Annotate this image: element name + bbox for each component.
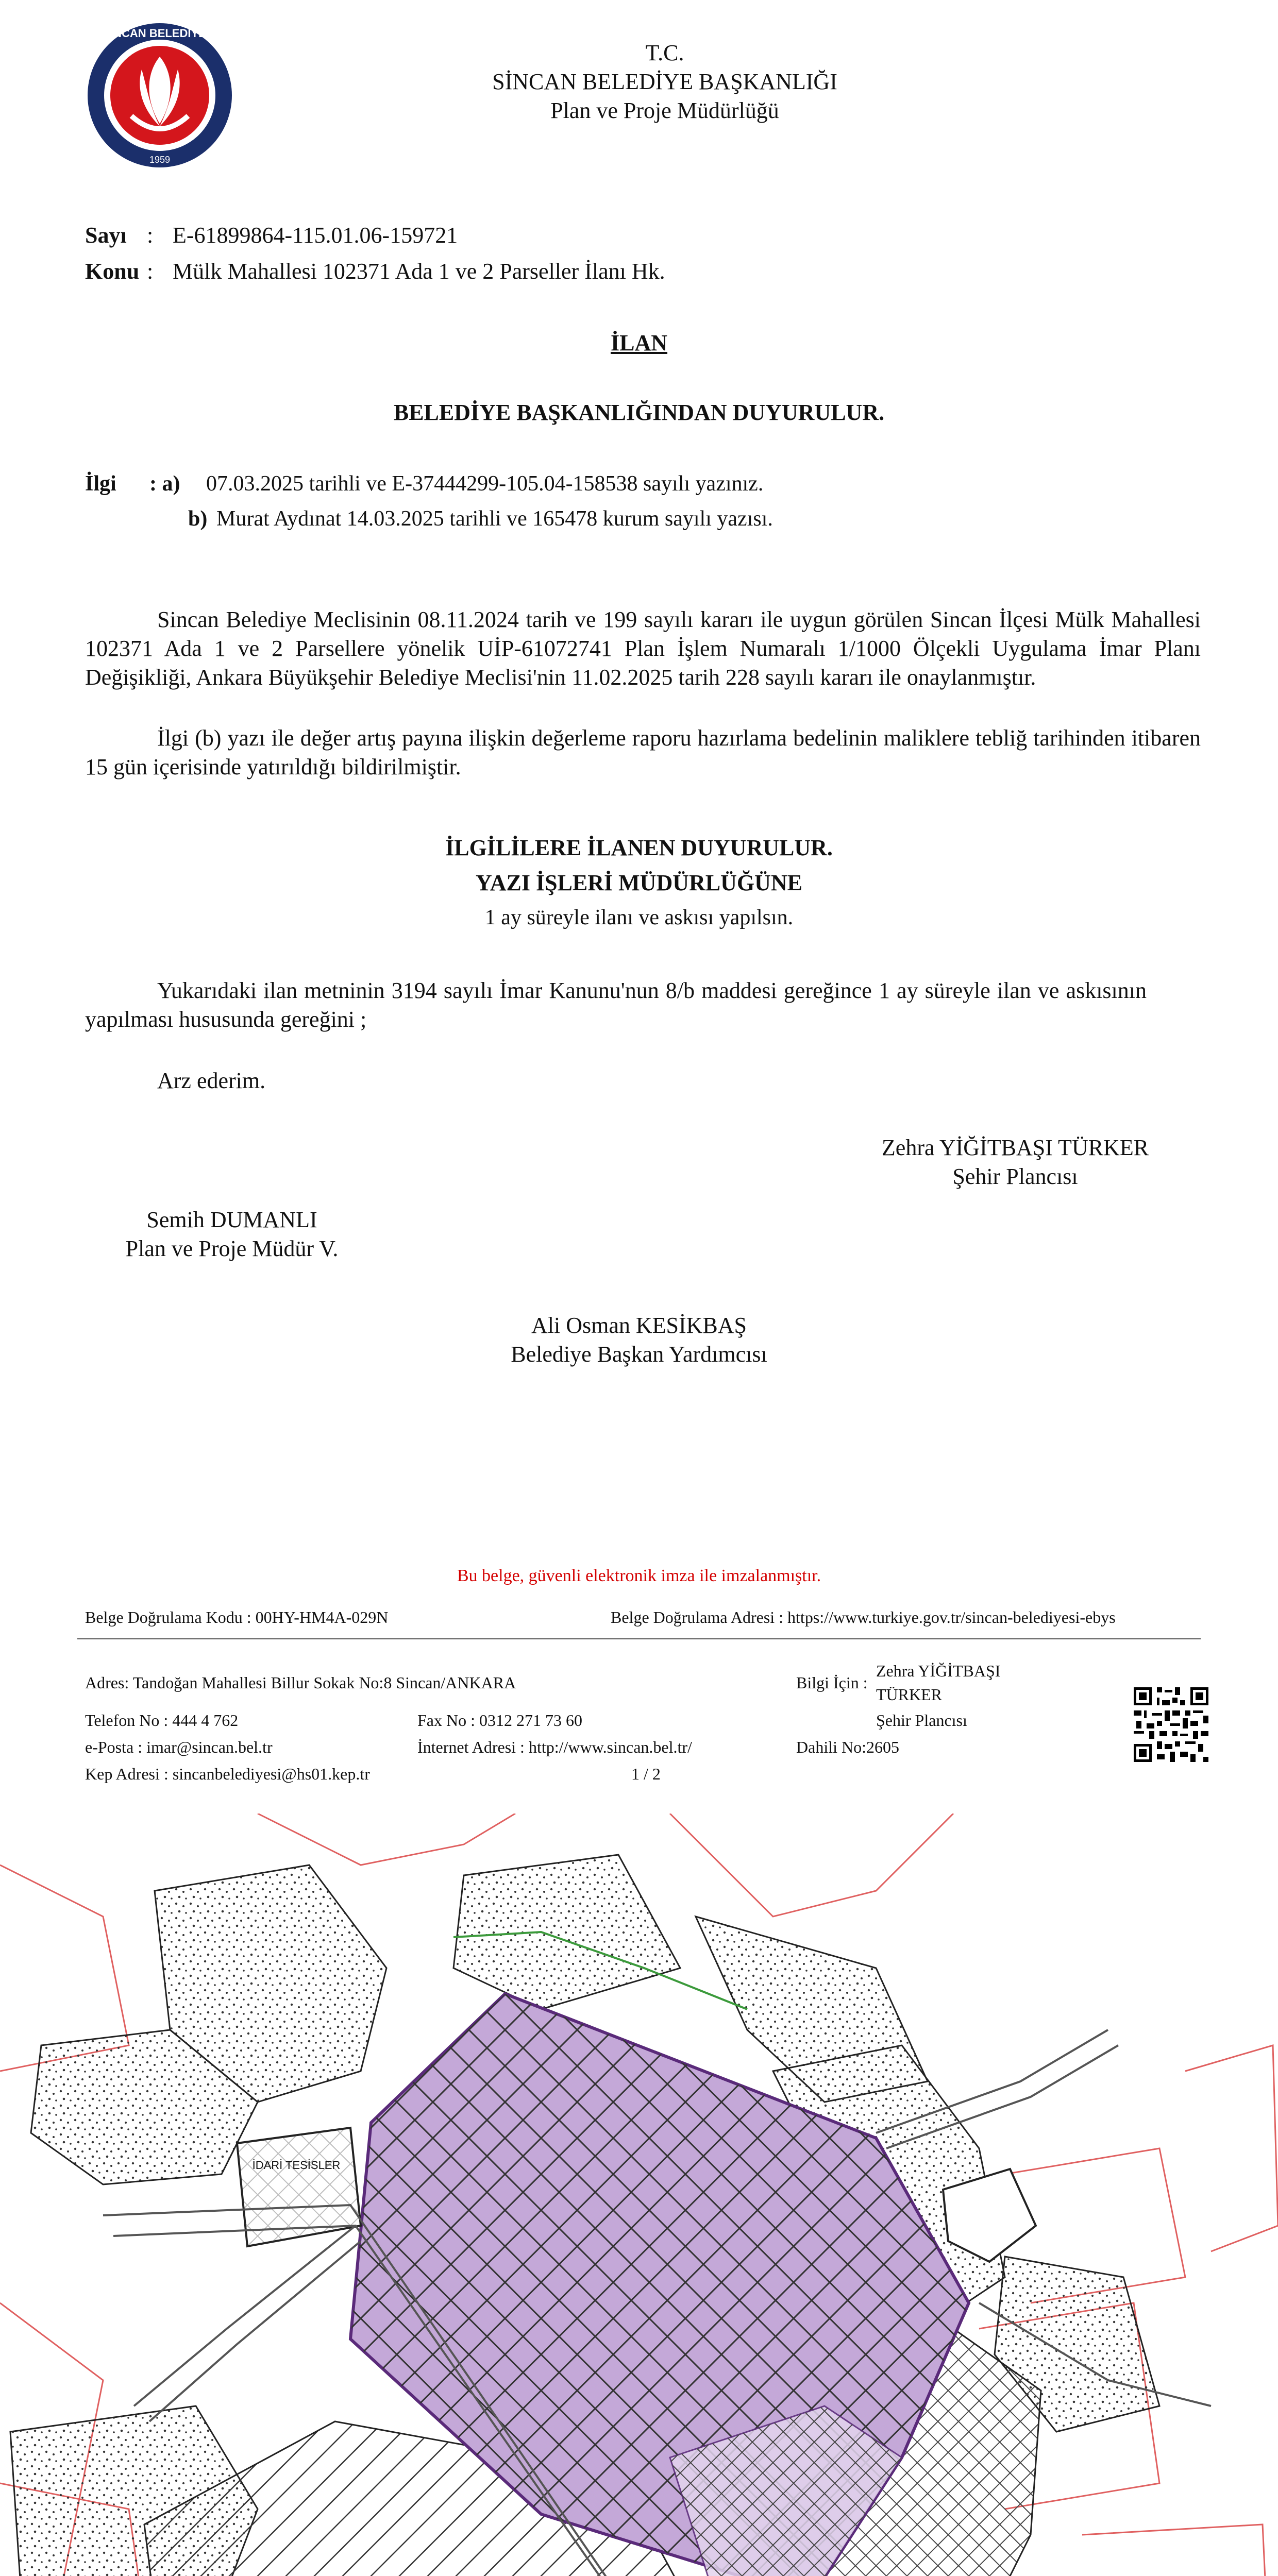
- ilgi-a-marker: : a): [149, 472, 180, 496]
- body-paragraph-1: Sincan Belediye Meclisinin 08.11.2024 tarih ve 199 sayılı kararı ile uygun görülen Sincan İlçesi Mülk Mahallesi 102371 Ada 1 ve 2 Parsellere yönelik UİP-61072741 Plan İşlem Numaralı 1/1000 Ölçekli Uygulama İmar Planı Değişikliği, Ankara Büyükşehir Belediye Meclisi'nin 11.02.2025 tarih 228 sayılı kararı ile onaylanmıştır.: [85, 607, 1201, 690]
- footer-phone: Telefon No : 444 4 762: [85, 1711, 239, 1730]
- header-belediye: SİNCAN BELEDİYE BAŞKANLIĞI: [492, 69, 837, 94]
- footer-divider: [77, 1638, 1201, 1639]
- signature-name: Zehra YİĞİTBAŞI TÜRKER: [881, 1135, 1149, 1160]
- bilgi-title: Şehir Plancısı: [876, 1711, 967, 1730]
- signature-title: Plan ve Proje Müdür V.: [125, 1236, 339, 1261]
- ilgililere-heading: İLGİLİLERE İLANEN DUYURULUR.: [445, 835, 833, 860]
- yazi-isleri-heading: YAZI İŞLERİ MÜDÜRLÜĞÜNE: [475, 870, 803, 895]
- sayi-label: Sayı: [85, 223, 127, 248]
- zoning-plan-map: [0, 1814, 1278, 2576]
- ilgi-b-row: [188, 504, 773, 534]
- konu-label: Konu: [85, 259, 140, 284]
- duyuru-title: BELEDİYE BAŞKANLIĞINDAN DUYURULUR.: [393, 400, 885, 425]
- ilgi-b-marker: b): [188, 507, 208, 531]
- arz-text: Arz ederim.: [157, 1068, 266, 1093]
- signature-block-mudur: [77, 1206, 386, 1263]
- signature-name: Semih DUMANLI: [146, 1207, 317, 1232]
- bilgi-label: Bilgi İçin :: [796, 1673, 868, 1692]
- signature-block-baskan-yardimcisi: [459, 1311, 819, 1369]
- body-paragraph-3: Yukarıdaki ilan metninin 3194 sayılı İmar Kanunu'nun 8/b maddesi gereğince 1 ay süreyle ilan ve askısının yapılması hususunda gereğini ;: [85, 978, 1147, 1032]
- svg-text:1959: 1959: [149, 155, 171, 165]
- dogrulama-kodu: Belge Doğrulama Kodu : 00HY-HM4A-029N: [85, 1608, 389, 1626]
- body-paragraph-2: İlgi (b) yazı ile değer artış payına ilişkin değerleme raporu hazırlama bedelinin maliklere tebliğ tarihinden itibaren 15 gün içerisinde yatırıldığı bildirilmiştir.: [85, 725, 1201, 779]
- ilan-title: İLAN: [610, 330, 668, 355]
- bilgi-name-2: TÜRKER: [876, 1685, 942, 1704]
- sincan-belediyesi-logo: [85, 21, 234, 170]
- dogrulama-adresi[interactable]: Belge Doğrulama Adresi : https://www.turkiye.gov.tr/sincan-belediyesi-ebys: [611, 1608, 1116, 1626]
- footer-kep[interactable]: Kep Adresi : sincanbelediyesi@hs01.kep.tr: [85, 1765, 370, 1783]
- header-tc: T.C.: [645, 40, 684, 65]
- footer-email[interactable]: e-Posta : imar@sincan.bel.tr: [85, 1738, 273, 1756]
- svg-text:SİNCAN BELEDİYESİ: SİNCAN BELEDİYESİ: [103, 27, 217, 40]
- footer-address: Adres: Tandoğan Mahallesi Billur Sokak No:8 Sincan/ANKARA: [85, 1673, 516, 1692]
- qr-code: [1131, 1685, 1211, 1765]
- page-number: 1 / 2: [631, 1765, 661, 1783]
- sayi-row: Sayı : E-61899864-115.01.06-159721: [85, 221, 458, 250]
- footer-website[interactable]: İnternet Adresi : http://www.sincan.bel.tr/: [417, 1738, 692, 1756]
- konu-value: Mülk Mahallesi 102371 Ada 1 ve 2 Parseller İlanı Hk.: [173, 259, 665, 284]
- signature-name: Ali Osman KESİKBAŞ: [531, 1313, 747, 1338]
- header-mudurluk: Plan ve Proje Müdürlüğü: [550, 98, 779, 123]
- svg-text:İDARİ TESİSLER: İDARİ TESİSLER: [252, 2159, 341, 2172]
- sayi-value: E-61899864-115.01.06-159721: [173, 223, 458, 248]
- esign-notice: Bu belge, güvenli elektronik imza ile imzalanmıştır.: [457, 1566, 821, 1585]
- signature-title: Şehir Plancısı: [952, 1164, 1078, 1189]
- footer-fax: Fax No : 0312 271 73 60: [417, 1711, 582, 1730]
- bilgi-name-1: Zehra YİĞİTBAŞI: [876, 1662, 1001, 1680]
- ilgi-b-text: Murat Aydınat 14.03.2025 tarihli ve 165478 kurum sayılı yazısı.: [216, 507, 773, 531]
- ilgi-a-text: 07.03.2025 tarihli ve E-37444299-105.04-158538 sayılı yazınız.: [206, 472, 764, 496]
- ilgi-label: İlgi: [85, 472, 116, 496]
- signature-block-planci: [835, 1133, 1196, 1191]
- ilgi-a-row: [85, 469, 763, 499]
- sure-text: 1 ay süreyle ilanı ve askısı yapılsın.: [484, 906, 794, 929]
- konu-row: Konu : Mülk Mahallesi 102371 Ada 1 ve 2 Parseller İlanı Hk.: [85, 257, 665, 286]
- signature-title: Belediye Başkan Yardımcısı: [511, 1342, 767, 1367]
- dahili-no: Dahili No:2605: [796, 1738, 899, 1756]
